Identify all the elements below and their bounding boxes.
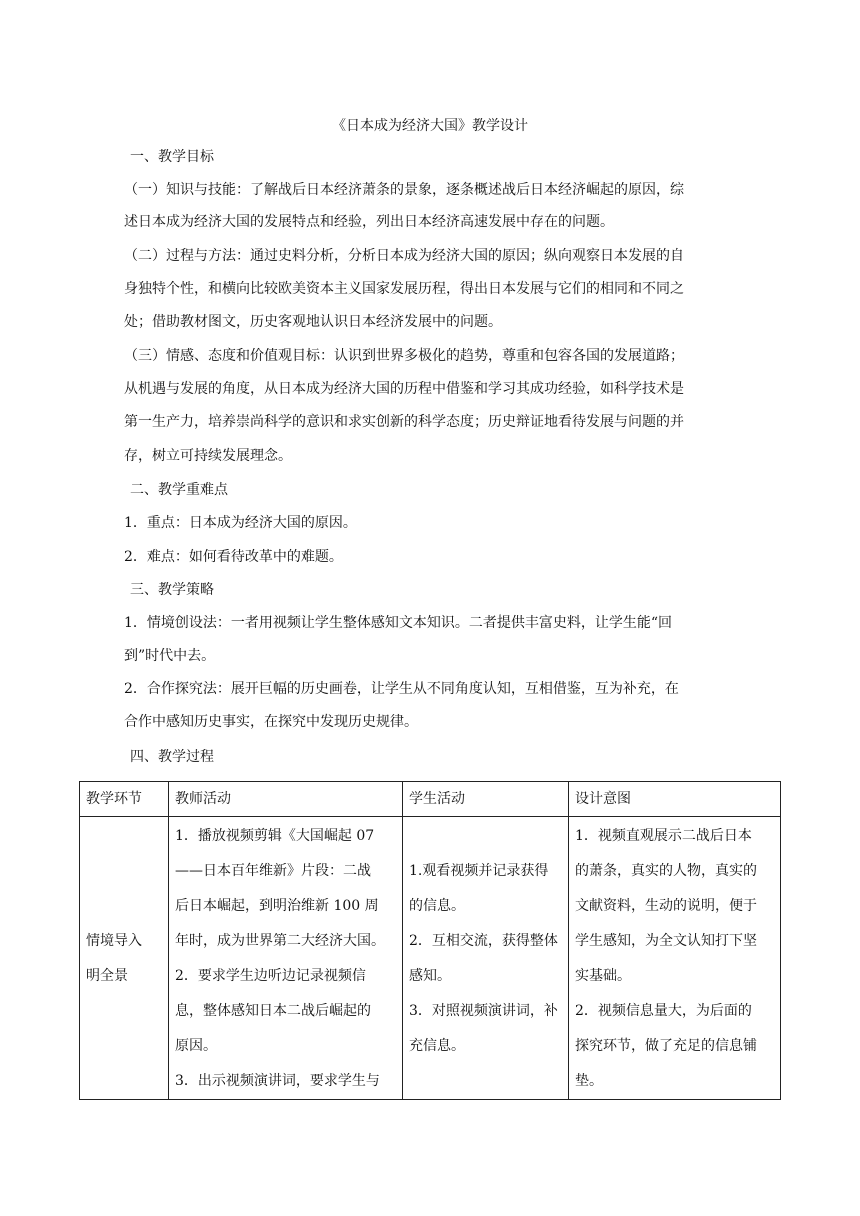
design-intent-line: 2．视频信息量大，为后面的 xyxy=(575,1003,752,1019)
strategy-item-line: 2．合作探究法：展开巨幅的历史画卷，让学生从不同角度认知，互相借鉴，互为补充，在 xyxy=(124,681,679,697)
strategy-item-line: 1．情境创设法：一者用视频让学生整体感知文本知识。二者提供丰富史料，让学生能“回 xyxy=(124,615,673,631)
student-activity-line: 1.观看视频并记录获得 xyxy=(409,863,549,879)
objective-values-line: 从机遇与发展的角度，从日本成为经济大国的历程中借鉴和学习其成功经验，如科学技术是 xyxy=(124,381,684,397)
header-cell-teacher: 教师活动 xyxy=(169,782,403,817)
design-intent-line: 学生感知，为全文认知打下坚 xyxy=(575,933,757,949)
header-cell-stage: 教学环节 xyxy=(80,782,169,817)
design-intent-line: 垫。 xyxy=(575,1073,603,1089)
teacher-activity-line: 年时，成为世界第二大经济大国。 xyxy=(175,933,385,949)
teacher-activity-line: 1．播放视频剪辑《大国崛起 07 xyxy=(175,828,375,844)
objective-values-line: 第一生产力，培养崇尚科学的意识和求实创新的科学态度；历史辩证地看待发展与问题的并 xyxy=(124,414,684,430)
design-intent-line: 实基础。 xyxy=(575,968,631,984)
design-intent-line: 1．视频直观展示二战后日本 xyxy=(575,828,752,844)
teaching-process-table xyxy=(79,781,781,1100)
table-header-row xyxy=(80,782,781,817)
teacher-activity-line: 2．要求学生边听边记录视频信 xyxy=(175,968,366,984)
section-heading-strategy: 三、教学策略 xyxy=(130,582,214,598)
student-activity-line: 的信息。 xyxy=(409,898,465,914)
section-heading-process: 四、教学过程 xyxy=(130,749,214,765)
design-intent-cell xyxy=(569,817,781,1100)
objective-values-line: 存，树立可持续发展理念。 xyxy=(124,448,292,464)
document-title: 《日本成为经济大国》教学设计 xyxy=(332,118,528,134)
stage-cell-line: 明全景 xyxy=(86,968,128,984)
student-activity-line: 感知。 xyxy=(409,968,451,984)
teacher-activity-cell xyxy=(169,817,403,1100)
teacher-activity-line: 后日本崛起，到明治维新 100 周 xyxy=(175,898,379,914)
header-cell-student: 学生活动 xyxy=(403,782,569,817)
teacher-activity-line: 3．出示视频演讲词，要求学生与 xyxy=(175,1073,380,1089)
table-row xyxy=(80,817,781,1100)
key-point-item: 1．重点：日本成为经济大国的原因。 xyxy=(124,515,357,531)
objective-process-line: （二）过程与方法：通过史料分析，分析日本成为经济大国的原因；纵向观察日本发展的自 xyxy=(124,248,684,264)
teacher-activity-line: 息，整体感知日本二战后崛起的 xyxy=(175,1003,371,1019)
student-activity-cell xyxy=(403,817,569,1100)
teacher-activity-line: ——日本百年维新》片段：二战 xyxy=(175,863,371,879)
section-heading-key-points: 二、教学重难点 xyxy=(130,482,228,498)
teacher-activity-line: 原因。 xyxy=(175,1038,217,1054)
strategy-item-line: 合作中感知历史事实，在探究中发现历史规律。 xyxy=(124,714,418,730)
objective-knowledge-line: （一）知识与技能：了解战后日本经济萧条的景象，逐条概述战后日本经济崛起的原因，综 xyxy=(124,182,684,198)
student-activity-line: 2．互相交流，获得整体 xyxy=(409,933,558,949)
stage-cell-line: 情境导入 xyxy=(86,933,142,949)
key-point-item: 2．难点：如何看待改革中的难题。 xyxy=(124,549,343,565)
objective-process-line: 身独特个性，和横向比较欧美资本主义国家发展历程，得出日本发展与它们的相同和不同之 xyxy=(124,281,684,297)
objective-values-line: （三）情感、态度和价值观目标：认识到世界多极化的趋势，尊重和包容各国的发展道路； xyxy=(124,348,684,364)
student-activity-line: 充信息。 xyxy=(409,1038,465,1054)
header-cell-intent: 设计意图 xyxy=(569,782,781,817)
objective-knowledge-line: 述日本成为经济大国的发展特点和经验，列出日本经济高速发展中存在的问题。 xyxy=(124,214,614,230)
student-activity-line: 3．对照视频演讲词，补 xyxy=(409,1003,558,1019)
stage-cell xyxy=(80,817,169,1100)
design-intent-line: 文献资料，生动的说明，便于 xyxy=(575,898,757,914)
section-heading-objectives: 一、教学目标 xyxy=(130,149,214,165)
design-intent-line: 的萧条，真实的人物，真实的 xyxy=(575,863,757,879)
strategy-item-line: 到”时代中去。 xyxy=(124,648,216,664)
objective-process-line: 处；借助教材图文，历史客观地认识日本经济发展中的问题。 xyxy=(124,314,502,330)
design-intent-line: 探究环节，做了充足的信息铺 xyxy=(575,1038,757,1054)
